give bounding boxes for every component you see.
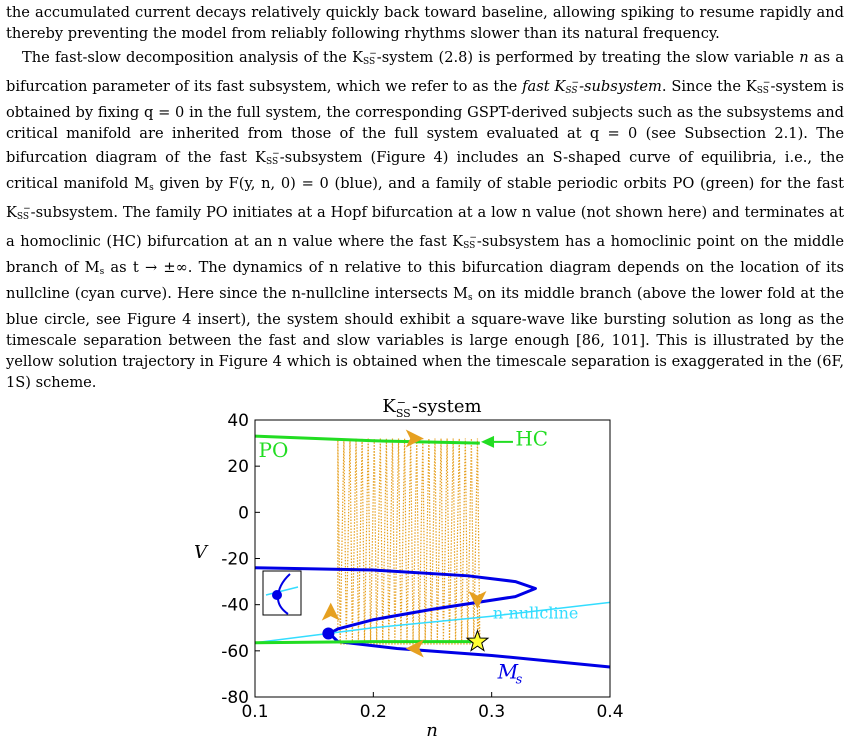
x-tick-label: 0.4	[596, 702, 624, 722]
paragraph-2: The fast-slow decomposition analysis of the $K_{SS}^-$-system (2.8) is performed by treating the slow variable n as a bifurcation parameter of its fast subsystem, which we refer to as the fast $K_{SS}^-$-subsystem. Since the $K_{SS}^-$-system is obtained by fixing q = 0 in the full system, the corresponding GSPT-derived subjects such as the subsystems and critical manifold are inherited from those of the full system evaluated at q = 0 (see Subsection 2.1). The bifurcation diagram of the fast $K_{SS}^-$-subsystem (Figure 4) includes an S-shaped curve of equilibria, i.e., the critical manifold $M_s$ given by F(y, n, 0) = 0 (blue), and a family of stable periodic orbits PO (green) for the fast $K_{SS}^-$-subsystem. The family PO initiates at a Hopf bifurcation at a low n value (not shown here) and terminates at a homoclinic (HC) bifurcation at an n value where the fast $K_{SS}^-$-subsystem has a homoclinic point on the middle branch of $M_s$ as t → ±∞. The dynamics of n relative to this bifurcation diagram depends on the location of its nullcline (cyan curve). Here since the n-nullcline intersects $M_s$ on its middle branch (above the lower fold at the blue circle, see Figure 4 insert), the system should exhibit a square-wave like bursting solution as long as the timescale separation between the fast and slow variables is large enough [86, 101]. This is illustrated by the yellow solution trajectory in Figure 4 which is obtained when the timescale separation is exaggerated in the (6F, 1S) scheme.	[6, 49, 845, 391]
star-marker	[467, 631, 488, 651]
body-text	[6, 2, 844, 393]
arrow-top	[406, 429, 424, 447]
y-tick-label: -20	[221, 549, 249, 570]
ms-label-sub: s	[515, 672, 523, 688]
y-tick-label: -60	[221, 641, 249, 662]
y-tick-label: 40	[227, 411, 249, 431]
y-tick-label: 20	[227, 457, 249, 478]
nullcline-label: n-nullcline	[492, 603, 579, 623]
hc-label: HC	[515, 426, 549, 451]
hc-arrow-head	[481, 436, 494, 448]
x-tick-label: 0.2	[359, 702, 387, 722]
bifurcation-figure	[180, 388, 650, 738]
arrow-up	[322, 603, 340, 621]
fold-point-marker	[322, 628, 334, 640]
paragraph-1: the accumulated current decays relatively quickly back toward baseline, allowing spiking to resume rapidly and thereby preventing the model from reliably following rhythms slower than its natural frequency.	[6, 4, 844, 42]
po-max-curve	[255, 436, 480, 443]
y-tick-label: 0	[238, 503, 249, 524]
chart-title: $K_{SS}-$ -system	[382, 396, 482, 420]
x-tick-label: 0.1	[241, 702, 269, 722]
trajectory-line	[338, 438, 480, 641]
x-axis-label: n	[426, 720, 438, 738]
y-axis-label: V	[194, 542, 207, 563]
inset-fold-point	[272, 590, 282, 600]
y-tick-label: -40	[221, 595, 249, 616]
po-label: PO	[258, 437, 289, 462]
plot-area	[221, 411, 623, 722]
ms-label: M	[497, 659, 519, 684]
x-tick-label: 0.3	[478, 702, 506, 722]
po-min-curve	[255, 642, 480, 643]
y-tick-label: -80	[221, 688, 249, 708]
